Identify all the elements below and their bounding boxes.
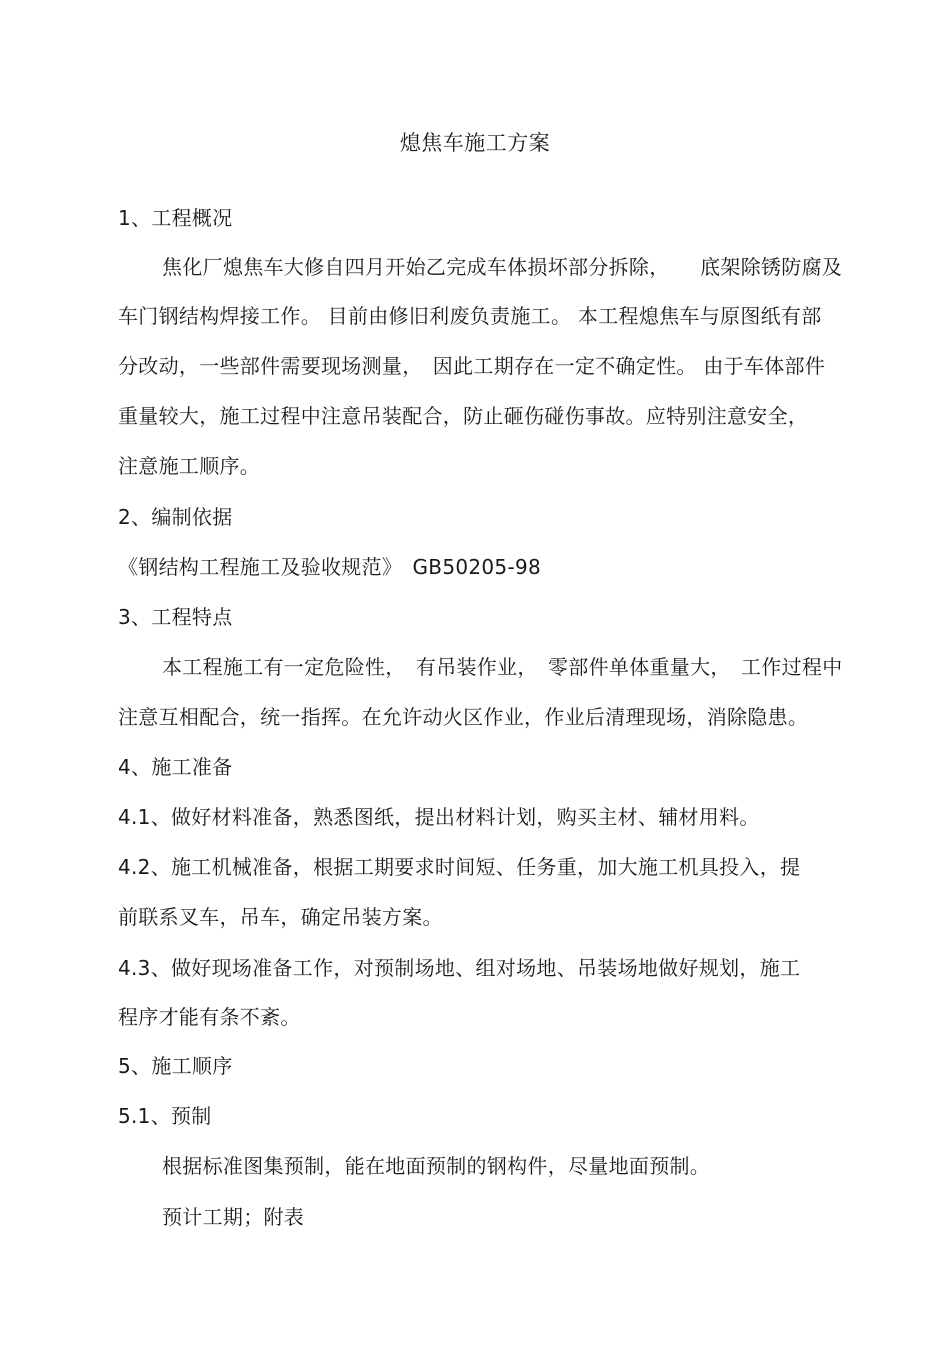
paragraph-line: 注意施工顺序。 (118, 454, 261, 478)
section-heading-3: 3、工程特点 (118, 605, 233, 629)
section-heading-5: 5、施工顺序 (118, 1054, 233, 1078)
paragraph-line: 焦化厂熄焦车大修自四月开始乙完成车体损坏部分拆除， 底架除锈防腐及 (162, 255, 843, 279)
paragraph-line: 分改动，一些部件需要现场测量， 因此工期存在一定不确定性。 由于车体部件 (118, 354, 826, 378)
paragraph-line: 程序才能有条不紊。 (118, 1005, 301, 1029)
section-heading-1: 1、工程概况 (118, 206, 233, 230)
document-title: 熄焦车施工方案 (399, 131, 551, 155)
paragraph-line: 本工程施工有一定危险性， 有吊装作业， 零部件单体重量大， 工作过程中 (162, 655, 843, 679)
reference-standard: 《钢结构工程施工及验收规范》 GB50205-98 (118, 555, 542, 579)
subsection-4-2: 4.2、施工机械准备，根据工期要求时间短、任务重，加大施工机具投入，提 (118, 855, 801, 879)
section-heading-4: 4、施工准备 (118, 755, 233, 779)
paragraph-line: 重量较大，施工过程中注意吊装配合，防止砸伤碰伤事故。应特别注意安全， (118, 404, 809, 428)
paragraph-line: 根据标准图集预制，能在地面预制的钢构件，尽量地面预制。 (162, 1154, 711, 1178)
subsection-4-1: 4.1、做好材料准备，熟悉图纸，提出材料计划，购买主材、辅材用料。 (118, 805, 760, 829)
paragraph-line: 车门钢结构焊接工作。 目前由修旧利废负责施工。 本工程熄焦车与原图纸有部 (118, 304, 822, 328)
paragraph-line: 前联系叉车，吊车，确定吊装方案。 (118, 905, 443, 929)
subsection-5-1: 5.1、预制 (118, 1104, 212, 1128)
section-heading-2: 2、编制依据 (118, 505, 233, 529)
paragraph-line: 注意互相配合，统一指挥。在允许动火区作业，作业后清理现场，消除隐患。 (118, 705, 809, 729)
subsection-4-3: 4.3、做好现场准备工作，对预制场地、组对场地、吊装场地做好规划，施工 (118, 956, 801, 980)
paragraph-line: 预计工期；附表 (162, 1205, 305, 1229)
